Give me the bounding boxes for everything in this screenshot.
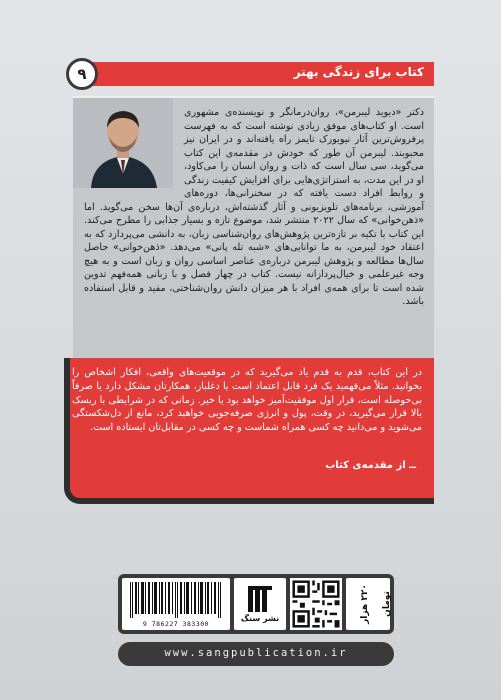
intro-panel: [73, 96, 434, 360]
isbn-barcode: [122, 578, 230, 630]
quote-box: [64, 358, 434, 504]
intro-text: [84, 106, 424, 309]
series-title: کتاب برای زندگی بهتر: [293, 65, 424, 79]
publisher-logo: [234, 578, 286, 630]
series-number-badge: ۹: [66, 58, 98, 90]
quote-text: در این کتاب، قدم به قدم یاد می‌گیرید که در موقعیت‌های واقعی، افکار اشخاص را بخوانید. مثلاً می‌فهمید یک فرد قابل اعتماد است یا دغلباز، همکارتان مشکل دارد یا صرفاً بی‌حوصله است، قرار اول موفقیت‌آمیز خواهد بود یا خیر. زمانی که در شرایطی با ریسک بالا قرار می‌گیرید، در وقت، پول و انرژی صرفه‌جویی خواهید کرد، مانع از دل‌شکستگی می‌شوید و می‌دانید چه کسی همراه شماست و چه کسی در مقابل‌تان ایستاده است.: [72, 367, 422, 434]
intro-paragraph: دکتر «دیوید لیبرمن»، روان‌درمانگر و نویسنده‌ی مشهوری است. او کتاب‌های موفق زیادی نوشته است که به فهرست پرفروش‌ترین آثار نیویورک تایمز راه یافته‌اند و در ایران نیز محبوبند. لیبرمن آن طور که خودش در مقدمه‌ی این کتاب می‌گوید، سی سال است که ذات و روان انسان را می‌کاود، او در این مدت، به استراتژی‌هایی برای افزایش کیفیت زندگی و روابط افراد دست یافته که در سخنرانی‌ها، دوره‌های آموزشی، برنامه‌های تلویزیونی و آثار گذشته‌اش، درباره‌ی آن‌ها سخن می‌گوید. اما «ذهن‌خوانی» که سال ۲۰۲۲ منتشر شد، موضوع تازه و بسیار جذابی را مطرح می‌کند. این کتاب با تکیه بر تازه‌ترین پژوهش‌های روان‌شناسی زبان، به دانشی می‌پردازد که به اعتقاد خود لیبرمن، به ما توانایی‌های «شبه تله پاتی» می‌دهد. «ذهن‌خوانی» حاصل سال‌ها مطالعه و پژوهش لیبرمن درباره‌ی عناصر اساسی روان و زبان است و به هیچ وجه غیرعلمی و خیال‌پردازانه نیست. کتاب در چهار فصل و با زبانی همه‌فهم تدوین شده است تا برای همه‌ی افراد با هر میزان دانش روان‌شناختی، مفید و قابل استفاده باشد.: [84, 107, 424, 307]
price-text: ۲۲۰ هزار تومان: [360, 584, 392, 624]
qr-code: [290, 578, 342, 630]
website-url: www.sangpublication.ir: [164, 647, 348, 659]
price-tag: [346, 578, 390, 630]
publisher-logo-icon: [248, 586, 272, 612]
website-bar: [118, 642, 394, 666]
series-banner: [82, 62, 434, 86]
qr-code-icon: [290, 578, 342, 630]
quote-source: ــ از مقدمه‌ی کتاب: [325, 460, 416, 471]
barcode-digits: 9 786227 383300: [142, 620, 210, 628]
publisher-name: نشر سنگ: [240, 614, 280, 623]
publisher-info-strip: [118, 574, 394, 634]
barcode-bars: [128, 582, 224, 618]
